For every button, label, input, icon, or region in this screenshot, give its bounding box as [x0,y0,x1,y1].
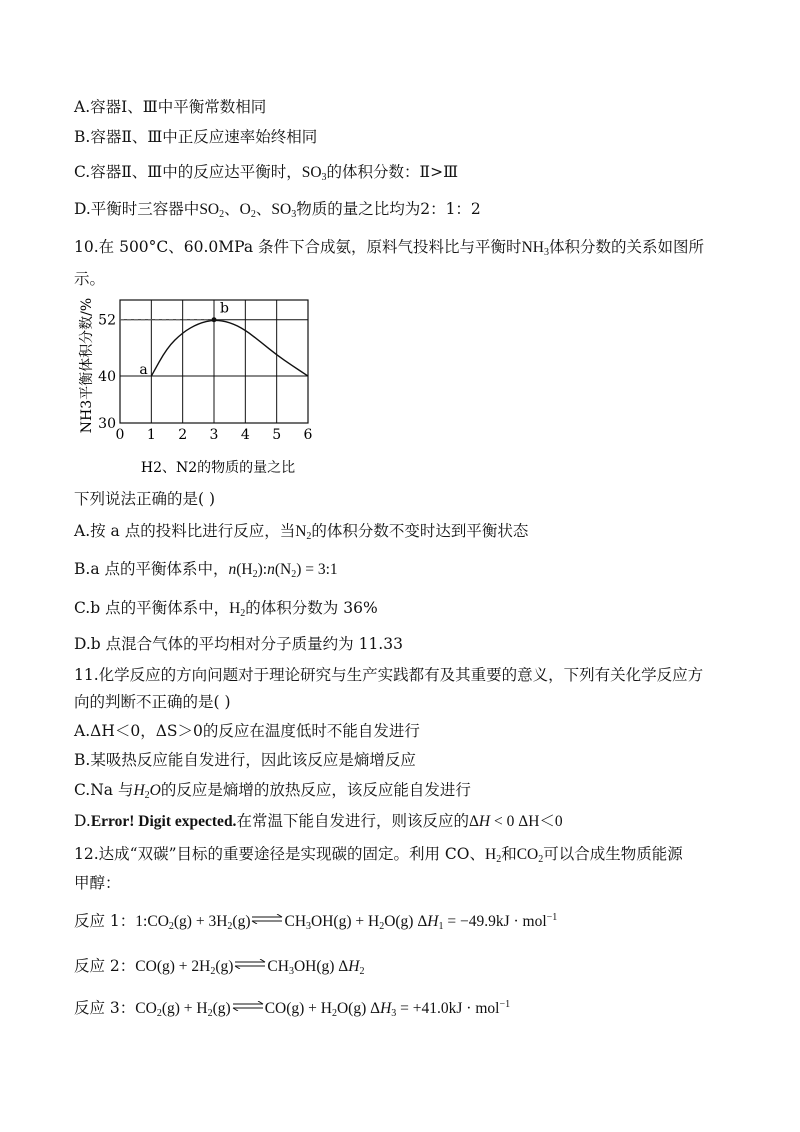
x-tick-label: 6 [303,427,313,443]
q9-option-d: D.平衡时三容器中$SO_2$、$O_2$、$SO_3$物质的量之比均为2：1：2 [74,200,481,220]
x-tick-label: 3 [209,427,219,443]
reaction-2-label: 反应 2： [74,957,136,975]
q9-option-c: C.容器Ⅱ、Ⅲ中的反应达平衡时，$SO_3$的体积分数：Ⅱ>Ⅲ [74,163,459,183]
q11-option-b: B.某吸热反应能自发进行，因此该反应是熵增反应 [74,751,416,769]
q10-option-a-tail: 的体积分数不变时达到平衡状态 [311,522,529,540]
x-axis-label: H2、N2的物质的量之比 [140,460,296,476]
q9-option-b: B.容器Ⅱ、Ⅲ中正反应速率始终相同 [74,128,318,146]
q10-stem-line1: 10.在 500°C、60.0MPa 条件下合成氨，原料气投料比与平衡时$NH_3$体积分数的关系如图所 [74,238,704,258]
q12-stem-line2: 甲醇： [74,874,121,892]
q12-stem-line1: 12.达成“双碳”目标的重要途径是实现碳的固定。利用 CO、$H_2$和$CO_2$可以合成生物质能源 [74,845,683,865]
equilibrium-arrow-icon [231,1001,265,1011]
nh3-chart [74,290,334,480]
q10-option-c-text: C.b 点的平衡体系中， [74,599,230,617]
q11-option-c: C.Na 与$H_2O$的反应是熵增的放热反应，该反应能自发进行 [74,781,471,801]
equilibrium-arrow-icon [250,914,284,924]
x-tick-label: 4 [240,427,250,443]
y-axis-label: NH3平衡体积分数/% [79,297,95,434]
q11-option-d-text: 在常温下能自发进行，则该反应的 [236,812,469,830]
q12-reaction-1: 反应 1：$1:CO_2(g) + 3H_2(g)$ $CH_3OH(g) + H_2O(g) \Delta H_1 = -49.9kJ \cdot mol^{-1}$ [74,912,558,932]
q9-option-c-text: C.容器Ⅱ、Ⅲ中的反应达平衡时， [74,163,302,181]
q10-option-c: C.b 点的平衡体系中，$H_2$的体积分数为 36% [74,599,378,619]
q12-stem-tail: 可以合成生物质能源 [543,845,683,863]
x-tick-label: 1 [146,427,156,443]
x-tick-label: 0 [115,427,125,443]
q11-option-c-text: C.Na 与 [74,781,134,799]
q11-option-d-label: D. [74,812,91,830]
q10-question: 下列说法正确的是( ) [74,490,216,508]
reaction-1-label: 反应 1： [74,912,136,930]
q9-option-a: A.容器Ⅰ、Ⅲ中平衡常数相同 [74,98,267,116]
q9-option-d-text: D.平衡时三容器中 [74,200,200,218]
data-curve [151,320,308,376]
q10-option-c-tail: 的体积分数为 36% [245,599,378,617]
q10-option-a: A.按 a 点的投料比进行反应，当$N_2$的体积分数不变时达到平衡状态 [74,522,529,542]
reaction-1-enthalpy: = −49.9kJ · mol [447,913,547,930]
y-tick-label: 40 [98,369,116,386]
q11-option-c-tail: 的反应是熵增的放热反应，该反应能自发进行 [160,781,471,799]
q9-option-c-tail: 的体积分数：Ⅱ>Ⅲ [326,163,459,181]
q10-stem-line2: 示。 [74,270,106,288]
q11-option-d: D.Error! Digit expected.在常温下能自发进行，则该反应的ΔH < 0 ΔH＜0 [74,812,563,830]
q12-reaction-3: 反应 3：$CO_2(g) + H_2(g)$ $CO(g) + H_2O(g) \Delta H_3 = +41.0kJ \cdot mol^{-1}$ [74,999,511,1019]
q10-option-b-text: B.a 点的平衡体系中， [74,560,229,578]
q10-option-d: D.b 点混合气体的平均相对分子质量约为 11.33 [74,635,403,653]
q12-stem-text: 12.达成“双碳”目标的重要途径是实现碳的固定。利用 CO、 [74,845,485,863]
point-label-a: a [139,362,148,379]
y-tick-label: 30 [98,416,116,432]
q12-reaction-2: 反应 2：$CO(g) + 2H_2(g)$ $CH_3OH(g)$ $\Delta H_2$ [74,957,365,977]
equilibrium-arrow-icon [233,959,267,969]
q9-option-d-tail: 物质的量之比均为2：1：2 [296,200,481,218]
x-tick-label: 2 [178,427,188,443]
reaction-3-label: 反应 3： [74,999,136,1017]
data-point-b [212,317,217,322]
q10-option-b: B.a 点的平衡体系中，$n(H_2):n(N_2)$ = 3:1 [74,560,338,580]
q11-stem-line2: 向的判断不正确的是( ) [74,693,231,711]
q11-option-d-tail: ΔH＜0 [518,813,563,830]
point-label-b: b [220,300,229,317]
q10-stem-tail: 体积分数的关系如图所 [548,238,704,256]
q11-option-d-error: Error! Digit expected. [90,813,237,830]
q10-option-b-ratio: = 3:1 [305,561,338,578]
q11-option-a: A.ΔH＜0，ΔS＞0的反应在温度低时不能自发进行 [74,722,420,740]
reaction-3-enthalpy: = +41.0kJ · mol [400,1000,500,1017]
x-tick-label: 5 [272,427,282,443]
q10-stem-text: 10.在 500°C、60.0MPa 条件下合成氨，原料气投料比与平衡时 [74,238,522,256]
q11-stem-line1: 11.化学反应的方向问题对于理论研究与生产实践都有及其重要的意义，下列有关化学反应方 [74,666,704,684]
nh3-chart-svg [74,290,334,480]
q12-stem-and: 和 [501,845,517,863]
y-tick-label: 52 [98,312,116,329]
q10-option-a-text: A.按 a 点的投料比进行反应，当 [74,522,296,540]
